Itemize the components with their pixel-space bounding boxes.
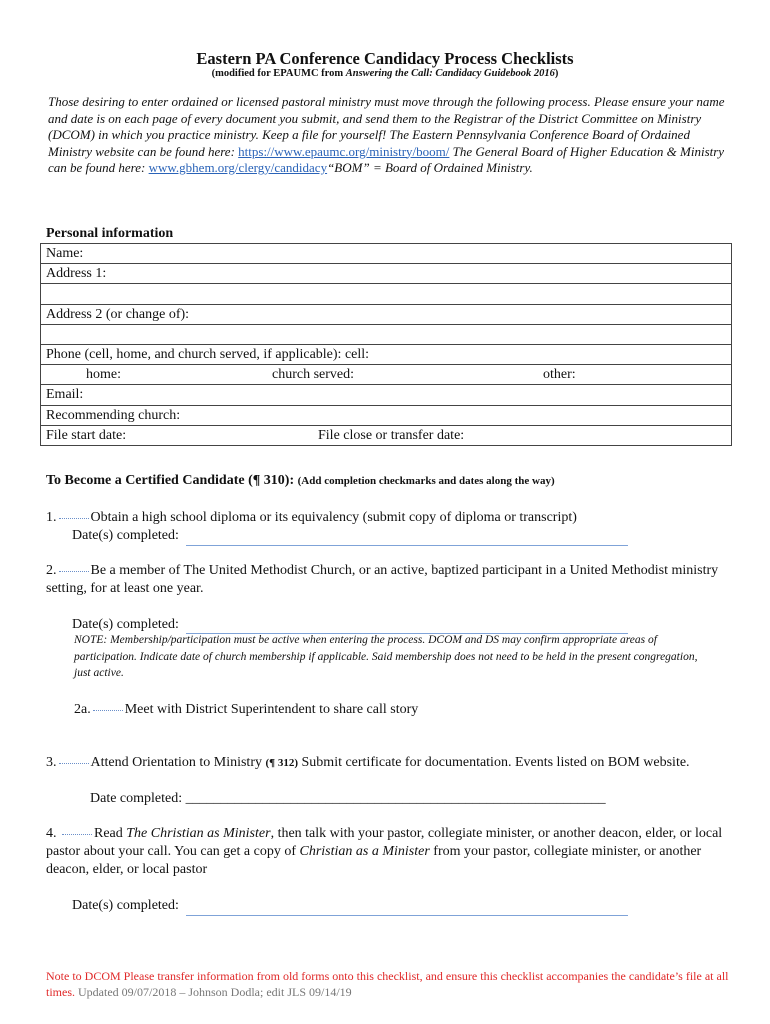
page-title: Eastern PA Conference Candidacy Process Checklists: [196, 49, 574, 68]
step-2a: [74, 701, 724, 719]
intro-paragraph: [48, 94, 728, 177]
section-heading-note: (Add completion checkmarks and dates along the way): [297, 475, 555, 487]
intro-text-3: “BOM” = Board of Ordained Ministry.: [327, 160, 533, 175]
step-1-text: Obtain a high school diploma or its equivalency (submit copy of diploma or transcript): [90, 510, 577, 525]
step-2-text: Be a member of The United Methodist Church, or an active, baptized participant in a United Methodist ministry setting, for at least one year.: [46, 563, 719, 596]
certified-candidate-heading: [46, 473, 555, 489]
step-2: [46, 562, 726, 598]
step-4-number: 4.: [46, 826, 57, 841]
step-1-date-input[interactable]: [186, 545, 628, 546]
step-4-check-blank[interactable]: [62, 833, 92, 835]
step-4-book-title-2: Christian as a Minister: [299, 844, 430, 859]
footer-updated: Updated 09/07/2018 – Johnson Dodla; edit JLS 09/14/19: [78, 985, 352, 999]
step-1-date-label: Date(s) completed:: [72, 528, 179, 543]
phone-home-label: home:: [86, 367, 121, 383]
step-4-text-a: Read: [94, 826, 127, 841]
step-4-text-b: , then talk with your pastor, collegiate minister, or another deacon, elder, or local pastor about your call. You can get a copy of: [46, 826, 723, 859]
step-2a-text: Meet with District Superintendent to share call story: [124, 702, 419, 717]
boom-website-link[interactable]: https://www.epaumc.org/ministry/boom/: [238, 143, 450, 159]
recommending-church-field[interactable]: Recommending church:: [41, 405, 732, 425]
file-close-label: File close or transfer date:: [318, 427, 465, 443]
step-3: [46, 754, 726, 772]
step-4-text-c: from your pastor, collegiate minister, or another deacon, elder, or local pastor: [46, 844, 702, 877]
address1-line2-field[interactable]: [41, 284, 732, 304]
personal-info-table: [40, 243, 732, 446]
step-2a-check-blank[interactable]: [93, 709, 123, 711]
step-1: [46, 509, 726, 527]
intro-text-2: The General Board of Higher Education & Ministry can be found here:: [48, 143, 725, 175]
intro-text-1: Those desiring to enter ordained or licensed pastoral ministry must move through the following process. Please ensure your name and date is on each page of every document you submit, and send them to the Registrar of the District Committee on Ministry (DCOM) in which you practice ministry. Keep a file for yourself! The Eastern Pennsylvania Conference Board of Ordained Ministry website can be found here:: [48, 94, 725, 159]
gbhem-website-link[interactable]: www.gbhem.org/clergy/candidacy: [148, 160, 328, 175]
step-2-note: NOTE: Membership/participation must be active when entering the process. DCOM and DS may confirm appropriate areas of participation. Indicate date of church membership if applicable. Said membership does not need to be held in the present congregation, just active.: [74, 634, 698, 679]
subtitle-book-title: Answering the Call: Candidacy Guidebook 2016: [345, 68, 555, 79]
address2-field[interactable]: Address 2 (or change of):: [41, 304, 732, 324]
address1-field[interactable]: Address 1:: [41, 264, 732, 284]
step-2-date-label: Date(s) completed:: [72, 617, 179, 632]
step-3-date-field[interactable]: Date completed: ____________________________________________________________: [90, 791, 606, 806]
file-start-label: File start date:: [46, 427, 127, 443]
step-2-number: 2.: [46, 563, 57, 578]
step-3-check-blank[interactable]: [59, 762, 89, 764]
footer-note: [46, 968, 736, 1000]
step-4-date-input[interactable]: [186, 915, 628, 916]
step-2-check-blank[interactable]: [59, 570, 89, 572]
step-4-date-label: Date(s) completed:: [72, 898, 179, 913]
step-3-text-a: Attend Orientation to Ministry: [90, 755, 266, 770]
step-4: [46, 825, 730, 879]
phone-other-label: other:: [543, 367, 576, 383]
phone-cell-field[interactable]: Phone (cell, home, and church served, if applicable): cell:: [41, 344, 732, 364]
step-1-check-blank[interactable]: [59, 517, 89, 519]
step-2a-number: 2a.: [74, 702, 91, 717]
subtitle-suffix: ): [554, 68, 559, 79]
email-field[interactable]: Email:: [41, 385, 732, 405]
footer-dcom-note: Note to DCOM Please transfer information from old forms onto this checklist, and ensure this checklist accompanies the candidate’s file at all times.: [46, 969, 729, 999]
step-3-number: 3.: [46, 755, 57, 770]
name-field[interactable]: Name:: [41, 244, 732, 264]
subtitle-prefix: (modified for EPAUMC from: [211, 68, 346, 79]
address2-line2-field[interactable]: [41, 324, 732, 344]
phone-church-label: church served:: [272, 367, 355, 383]
step-3-paragraph-ref: (¶ 312): [265, 757, 299, 769]
phone-other-row[interactable]: [41, 365, 732, 385]
section-heading-text: To Become a Certified Candidate (¶ 310):: [46, 473, 298, 488]
page-subtitle: [0, 68, 770, 79]
file-dates-row[interactable]: [41, 425, 732, 445]
step-1-number: 1.: [46, 510, 57, 525]
step-4-book-title: The Christian as Minister: [126, 826, 271, 841]
step-3-text-b: Submit certificate for documentation. Events listed on BOM website.: [298, 755, 690, 770]
personal-info-heading: Personal information: [46, 226, 174, 241]
